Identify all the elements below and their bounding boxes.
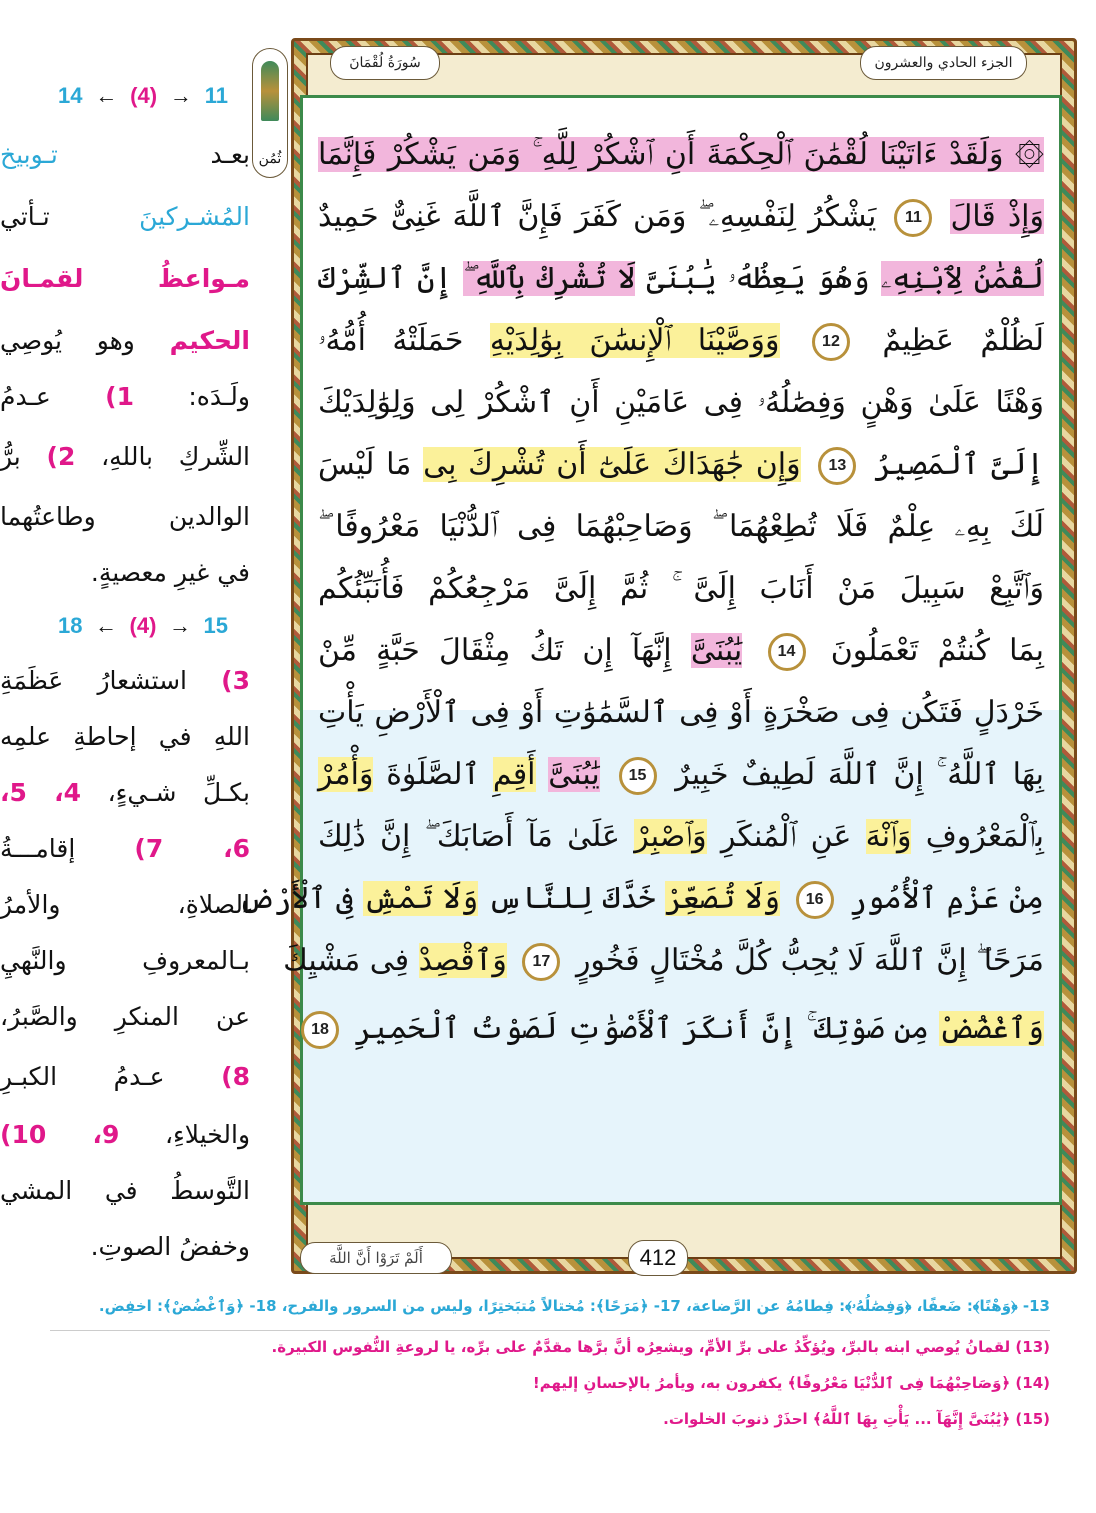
side-line xyxy=(0,656,250,706)
juz-name-plate: الجزء الحادي والعشرون xyxy=(860,46,1027,80)
quran-text: خَدَّكَ لِلنَّاسِ xyxy=(487,881,656,916)
range-start: 11 xyxy=(204,83,228,108)
side-text-cyan: تـوبيخ xyxy=(0,140,58,169)
range-count: (4) xyxy=(130,83,158,108)
quran-text: إِنَّهَآ إِن تَكُ مِثْقَالَ حَبَّةٍ مِّنْ xyxy=(318,633,672,668)
side-text: تـأتي xyxy=(0,202,50,231)
quran-text: خَرْدَلٍ فَتَكُن فِى صَخْرَةٍ أَوْ فِى ٱلسَّمَٰوَٰتِ أَوْ فِى ٱلْأَرْضِ يَأْتِ xyxy=(318,695,1044,730)
quran-text: مَا لَيْسَ xyxy=(318,447,412,482)
quran-line-5 xyxy=(318,374,1044,432)
hizb-ornament-icon xyxy=(261,61,279,121)
quran-text: عَنِ ٱلْمُنكَرِ xyxy=(720,819,852,854)
side-text-cyan: المُشـركينَ xyxy=(139,202,250,231)
side-text: التَّوسطُ في المشي xyxy=(0,1176,250,1205)
highlight-la-tusa-ir: وَلَا تُصَعِّرْ xyxy=(665,881,781,916)
highlight-waqsid: وَٱقْصِدْ xyxy=(418,943,507,978)
side-text: ولَـدَه: xyxy=(188,382,251,411)
highlight-wasbir: وَٱصْبِرْ xyxy=(634,819,707,854)
quran-text: إِلَىَّ ٱلْمَصِيرُ xyxy=(874,447,1044,482)
side-line xyxy=(0,712,250,762)
side-text: وهو يُوصِي xyxy=(0,326,135,355)
footnote-divider xyxy=(50,1330,1050,1331)
quran-line-6 xyxy=(318,436,1044,494)
side-line xyxy=(0,1052,250,1102)
quran-line-12 xyxy=(318,808,1044,866)
highlight-wa-idh-qala: وَإِذْ قَالَ xyxy=(950,199,1045,234)
highlight-ya-bunayya-1: يَٰبُنَىَّ xyxy=(690,633,743,668)
quran-text: وَٱتَّبِعْ سَبِيلَ مَنْ أَنَابَ إِلَىَّ ۚ ثُمَّ إِلَىَّ مَرْجِعُكُمْ فَأُنَبِّئُكُم xyxy=(318,571,1044,606)
side-text-pink: 3) xyxy=(221,666,251,695)
side-text-pink: 9، 10) xyxy=(0,1120,120,1149)
ayah-number-18: 18 xyxy=(301,1011,339,1049)
quran-text: يَشْكُرُ لِنَفْسِهِۦ ۖ وَمَن كَفَرَ فَإِنَّ ٱللَّهَ غَنِىٌّ حَمِيدٌ xyxy=(318,199,877,234)
highlight-luqman-libnihi: لُقْمَٰنُ لِٱبْنِهِۦ xyxy=(880,261,1045,296)
side-text: اللهِ في إحاطةِ علمِه xyxy=(0,722,250,751)
quran-line-8 xyxy=(318,560,1044,618)
footnote-14: (14) ﴿وَصَاحِبْهُمَا فِى ٱلدُّنْيَا مَعْرُوفًا﴾ يكفرون به، ويأمرُ بالإحسانِ إليهم! xyxy=(532,1374,1050,1392)
hizb-marker xyxy=(252,48,288,178)
footnote-15: (15) ﴿يَٰبُنَىَّ إِنَّهَآ ... يَأْتِ بِهَا ٱللَّهُ﴾ احذَرْ ذنوبَ الخلوات. xyxy=(663,1410,1050,1428)
quran-text: فِى مَشْيِكَ xyxy=(283,943,410,978)
side-text: وخفضُ الصوتِ. xyxy=(90,1232,250,1261)
side-text: الصلاةِ، والأمرُ xyxy=(0,890,250,919)
quran-text: وَهْنًا عَلَىٰ وَهْنٍ وَفِصَٰلُهُۥ فِى عَامَيْنِ أَنِ ٱشْكُرْ لِى وَلِوَٰلِدَيْكَ xyxy=(318,385,1044,420)
quran-text: بِٱلْمَعْرُوفِ xyxy=(925,819,1045,854)
side-line xyxy=(0,192,250,242)
page-number: 412 xyxy=(628,1240,688,1276)
quran-line-14 xyxy=(283,932,1044,990)
highlight-wasayna: وَوَصَّيْنَا ٱلْإِنسَٰنَ بِوَٰلِدَيْهِ xyxy=(489,323,780,358)
side-text: في غيرِ معصيةٍ. xyxy=(90,558,250,587)
range-end: 18 xyxy=(58,613,83,638)
quran-text: عَلَىٰ مَآ أَصَابَكَ ۖ إِنَّ ذَٰلِكَ xyxy=(318,819,620,854)
side-line xyxy=(0,130,250,180)
hizb-label: ثُمُن xyxy=(258,151,282,167)
highlight-la-tushrik: لَا تُشْرِكْ بِٱللَّهِ ۖ xyxy=(463,261,636,296)
highlight-luqman-wisdom: ۞ وَلَقَدْ ءَاتَيْنَا لُقْمَٰنَ ٱلْحِكْمَةَ أَنِ ٱشْكُرْ لِلَّهِ ۚ وَمَن يَشْكُرْ فَإِنَّمَا xyxy=(318,137,1044,172)
range-count: (4) xyxy=(129,613,157,638)
ayah-number-16: 16 xyxy=(796,881,834,919)
side-line xyxy=(0,768,250,818)
side-text-pink: 2) xyxy=(46,442,76,471)
quran-line-3 xyxy=(318,250,1044,308)
highlight-wanha: وَٱنْهَ xyxy=(865,819,912,854)
side-text: إقامـــةُ xyxy=(0,834,76,863)
ayah-range-2 xyxy=(58,610,228,642)
highlight-la-tamshi: وَلَا تَمْشِ xyxy=(363,881,479,916)
ayah-number-11: 11 xyxy=(894,199,932,237)
quran-text: إِنَّ ٱلشِّرْكَ xyxy=(318,261,453,296)
side-text: بـالمعروفِ والنَّهيِ xyxy=(0,946,250,975)
side-text: بكـلِّ شـيءٍ، xyxy=(107,778,251,807)
highlight-wamur: وَأْمُرْ xyxy=(318,757,374,792)
quran-text: وَهُوَ يَعِظُهُۥ يَٰبُنَىَّ xyxy=(646,261,870,296)
quran-line-9 xyxy=(318,622,1044,680)
quran-line-11 xyxy=(318,746,1044,804)
quran-line-15 xyxy=(311,1000,1044,1058)
quran-text: بِمَا كُنتُمْ تَعْمَلُونَ xyxy=(830,633,1045,668)
ayah-range-1 xyxy=(58,80,228,112)
quran-text: لَظُلْمٌ عَظِيمٌ xyxy=(882,323,1044,358)
arrow-left-icon: ← xyxy=(95,613,118,638)
quran-text: مِنْ عَزْمِ ٱلْأُمُورِ xyxy=(849,881,1044,916)
side-text-pink: الحكيم xyxy=(169,326,250,355)
highlight-in-jahadak: وَإِن جَٰهَدَاكَ عَلَىٰٓ أَن تُشْرِكَ بِى xyxy=(423,447,801,482)
side-line xyxy=(0,432,250,482)
side-text-pink: 6، 7) xyxy=(134,834,250,863)
surah-name-plate: سُورَةُ لُقْمَانَ xyxy=(330,46,440,80)
side-text-pink: مـواعظُ لقمـانَ xyxy=(0,264,250,293)
side-line xyxy=(0,880,250,930)
quran-text: بِهَا ٱللَّهُ ۚ إِنَّ ٱللَّهَ لَطِيفٌ خَبِيرٌ xyxy=(675,757,1044,792)
side-line xyxy=(0,1222,250,1272)
quran-text: فِى ٱلْأَرْضِ xyxy=(238,881,354,916)
side-text: استشعارُ عَظَمَةِ xyxy=(0,666,187,695)
highlight-ya-bunayya-2: يَٰبُنَىَّ xyxy=(548,757,600,792)
side-text-pink: 1) xyxy=(105,382,135,411)
side-line xyxy=(0,372,250,422)
side-text: بعـد xyxy=(210,140,250,169)
ayah-number-12: 12 xyxy=(812,323,850,361)
side-line xyxy=(0,1166,250,1216)
range-start: 15 xyxy=(203,613,228,638)
quran-line-2 xyxy=(318,188,1044,246)
side-text-pink: 8) xyxy=(221,1062,250,1091)
quran-text: حَمَلَتْهُ أُمُّهُۥ xyxy=(318,323,464,358)
side-line xyxy=(0,316,250,366)
footnote-13: (13) لقمانُ يُوصي ابنه بالبرِّ، ويُؤكِّدُ على برِّ الأمِّ، ويشعِرُه أنَّ برَّها مقدَّمٌ على برِّه، يا لروعةِ النُّفوس الكبيرة. xyxy=(271,1338,1050,1356)
side-line xyxy=(0,1110,250,1160)
quran-line-7 xyxy=(318,498,1044,556)
highlight-aqim: أَقِمِ xyxy=(492,757,536,792)
quran-line-13 xyxy=(238,870,1044,928)
quran-text: ٱلصَّلَوٰةَ xyxy=(386,757,481,792)
range-end: 14 xyxy=(58,83,83,108)
ayah-number-17: 17 xyxy=(522,943,560,981)
ayah-number-14: 14 xyxy=(768,633,806,671)
quran-line-1 xyxy=(318,126,1044,184)
ayah-number-13: 13 xyxy=(818,447,856,485)
side-text: عـدمُ الكبـرِ xyxy=(0,1062,165,1091)
side-text: برُّ xyxy=(0,442,21,471)
footnote-vocabulary: 13- ﴿وَهْنًا﴾: ضَعفًا، ﴿وَفِصَٰلُهُۥ﴾: فِطامُهُ عن الرَّضاعة، 17- ﴿مَرَحًا﴾: مُختالاً مُتبَختِرًا، وليس من السرور والفرح، 18- ﴿وَٱغْضُضْ﴾: اخفِض. xyxy=(98,1297,1050,1315)
side-text: عن المنكرِ والصَّبرُ، xyxy=(0,1002,250,1031)
arrow-right-icon: → xyxy=(168,613,191,638)
side-text: الشِّركِ باللهِ، xyxy=(101,442,251,471)
side-text-pink: 4، 5، xyxy=(0,778,82,807)
side-line xyxy=(0,254,250,304)
catchword-plate: أَلَمْ تَرَوْا أَنَّ اللَّهَ xyxy=(300,1242,452,1274)
arrow-left-icon: ← xyxy=(95,83,118,108)
side-text: الوالدين وطاعتُهما xyxy=(0,502,250,531)
ayah-number-15: 15 xyxy=(619,757,657,795)
quran-text: مِن صَوْتِكَ ۚ إِنَّ أَنكَرَ ٱلْأَصْوَٰتِ لَصَوْتُ ٱلْحَمِيرِ xyxy=(354,1011,929,1046)
side-text: عـدمُ xyxy=(0,382,51,411)
quran-line-4 xyxy=(318,312,1044,370)
side-text: والخيلاءِ، xyxy=(164,1120,251,1149)
quran-line-10 xyxy=(318,684,1044,742)
side-line xyxy=(0,548,250,598)
quran-text: لَكَ بِهِۦ عِلْمٌ فَلَا تُطِعْهُمَا ۖ وَصَاحِبْهُمَا فِى ٱلدُّنْيَا مَعْرُوفًا ۖ xyxy=(318,509,1044,544)
side-line xyxy=(0,992,250,1042)
side-line xyxy=(0,936,250,986)
side-line xyxy=(0,824,250,874)
arrow-right-icon: → xyxy=(169,83,192,108)
quran-text: مَرَحًا ۖ إِنَّ ٱللَّهَ لَا يُحِبُّ كُلَّ مُخْتَالٍ فَخُورٍ xyxy=(575,943,1044,978)
side-line xyxy=(0,492,250,542)
highlight-waghdud: وَٱغْضُضْ xyxy=(938,1011,1044,1046)
